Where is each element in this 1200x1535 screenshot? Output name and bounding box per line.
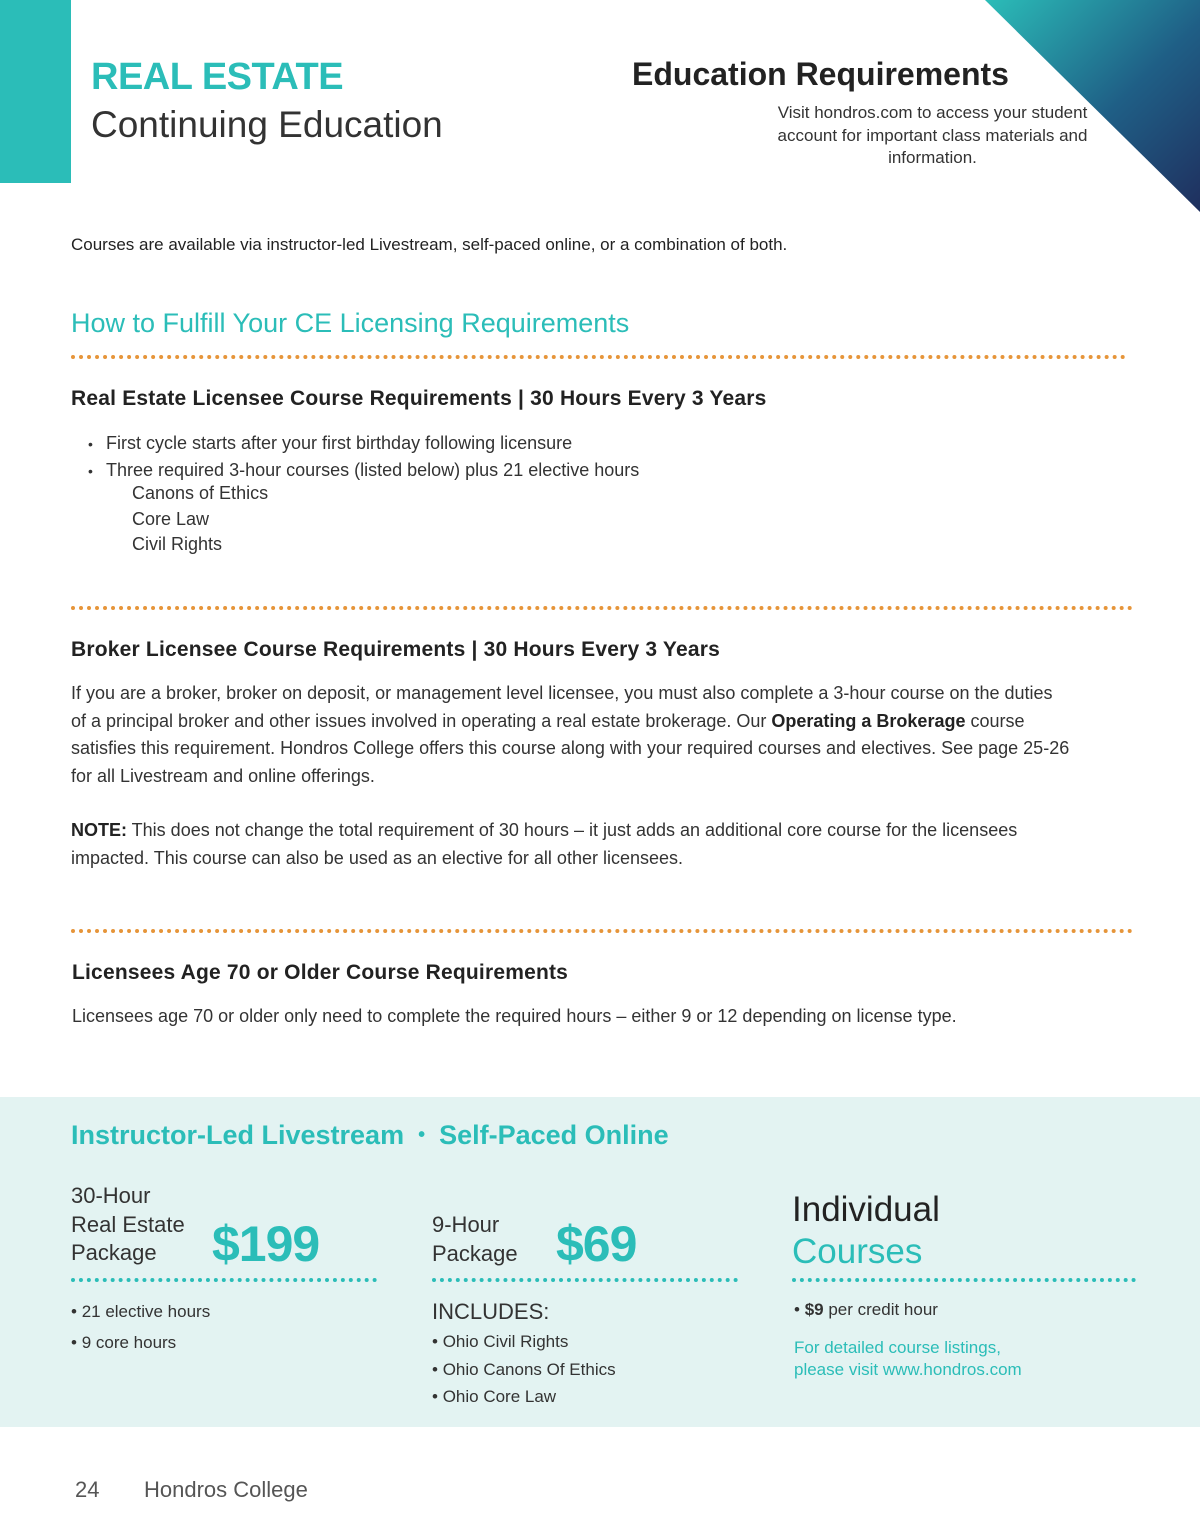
broker-requirements-heading: Broker Licensee Course Requirements | 30 Hours Every 3 Years xyxy=(71,638,720,661)
pricing-title xyxy=(71,1120,669,1151)
list-item: • Three required 3-hour courses (listed below) plus 21 elective hours xyxy=(88,457,639,484)
includes-label: INCLUDES: xyxy=(432,1299,550,1324)
dotted-divider xyxy=(792,1278,1136,1282)
page-number: 24 xyxy=(75,1477,100,1502)
brochure-subtitle: Continuing Education xyxy=(91,104,443,145)
broker-paragraph xyxy=(71,680,1071,790)
section-heading: How to Fulfill Your CE Licensing Requirements xyxy=(71,308,630,338)
individual-courses-heading-line2: Courses xyxy=(792,1232,923,1271)
list-item: • Ohio Canons Of Ethics xyxy=(432,1356,616,1384)
course-name-bold: Operating a Brokerage xyxy=(771,710,966,731)
list-item: • Ohio Civil Rights xyxy=(432,1328,616,1356)
package-9-price: $69 xyxy=(556,1216,637,1272)
label-line: Package xyxy=(432,1240,518,1266)
list-item: Core Law xyxy=(132,508,210,529)
package-9-label xyxy=(432,1211,518,1268)
header-accent-bar xyxy=(0,0,71,183)
note-label: NOTE: xyxy=(71,820,127,840)
livestream-label: Instructor-Led Livestream xyxy=(71,1120,405,1150)
intro-text: Courses are available via instructor-led Livestream, self-paced online, or a combination of both. xyxy=(71,235,788,254)
package-30-price: $199 xyxy=(212,1216,320,1272)
paragraph-text: If you are a broker, broker on deposit, or management level licensee, you must also complete a 3-hour course on the duties of a principal broker and other issues involved in operating a real estate brokerage. Our xyxy=(71,683,1053,731)
package-30-label xyxy=(71,1182,185,1268)
list-item: • 21 elective hours xyxy=(71,1296,210,1327)
age70-text: Licensees age 70 or older only need to complete the required hours – either 9 or 12 depending on license type. xyxy=(72,1006,957,1026)
dotted-divider xyxy=(71,929,1133,933)
list-item: • First cycle starts after your first birthday following licensure xyxy=(88,430,639,457)
course-listing-link[interactable] xyxy=(794,1337,1022,1381)
required-course-list xyxy=(132,481,268,558)
paragraph-text: course satisfies this requirement. Hondros College offers this course along with your required courses and electives. See page 25-26 for all Livestream and online offerings. xyxy=(71,710,1070,786)
credit-price-unit: per credit hour xyxy=(823,1300,938,1319)
list-item: Canons of Ethics xyxy=(132,483,269,503)
individual-price xyxy=(794,1296,938,1324)
visit-note: Visit hondros.com to access your student account for important class materials and information. xyxy=(777,103,1088,167)
individual-courses-heading-line1: Individual xyxy=(792,1190,940,1229)
real-estate-requirements-heading: Real Estate Licensee Course Requirements | 30 Hours Every 3 Years xyxy=(71,387,767,410)
broker-note xyxy=(71,817,1031,872)
dotted-divider xyxy=(71,606,1133,610)
brochure-title: REAL ESTATE xyxy=(91,56,344,98)
age70-requirements-heading: Licensees Age 70 or Older Course Requirements xyxy=(72,961,569,984)
label-line: Package xyxy=(71,1240,157,1265)
real-estate-bullet-list xyxy=(88,430,639,484)
link-line: For detailed course listings, xyxy=(794,1338,1001,1357)
list-item: • Ohio Core Law xyxy=(432,1383,616,1411)
list-item: • 9 core hours xyxy=(71,1327,210,1358)
dotted-divider xyxy=(432,1278,738,1282)
note-text: This does not change the total requirement of 30 hours – it just adds an additional core course for the licensees impacted. This course can also be used as an elective for all other licensees. xyxy=(71,820,1018,868)
label-line: 9-Hour xyxy=(432,1212,500,1237)
title-separator: • xyxy=(418,1124,426,1146)
package-30-items xyxy=(71,1296,210,1358)
list-item xyxy=(794,1296,938,1324)
package-9-items xyxy=(432,1328,616,1411)
dotted-divider xyxy=(71,355,1126,359)
list-item: Civil Rights xyxy=(132,534,223,554)
link-line[interactable]: please visit www.hondros.com xyxy=(794,1360,1022,1379)
online-label: Self-Paced Online xyxy=(439,1120,669,1150)
label-line: 30-Hour xyxy=(71,1183,151,1208)
page-title: Education Requirements xyxy=(632,56,1009,92)
dotted-divider xyxy=(71,1278,377,1282)
footer-college-name: Hondros College xyxy=(144,1477,308,1502)
label-line: Real Estate xyxy=(71,1211,185,1237)
credit-price: $9 xyxy=(804,1300,824,1319)
